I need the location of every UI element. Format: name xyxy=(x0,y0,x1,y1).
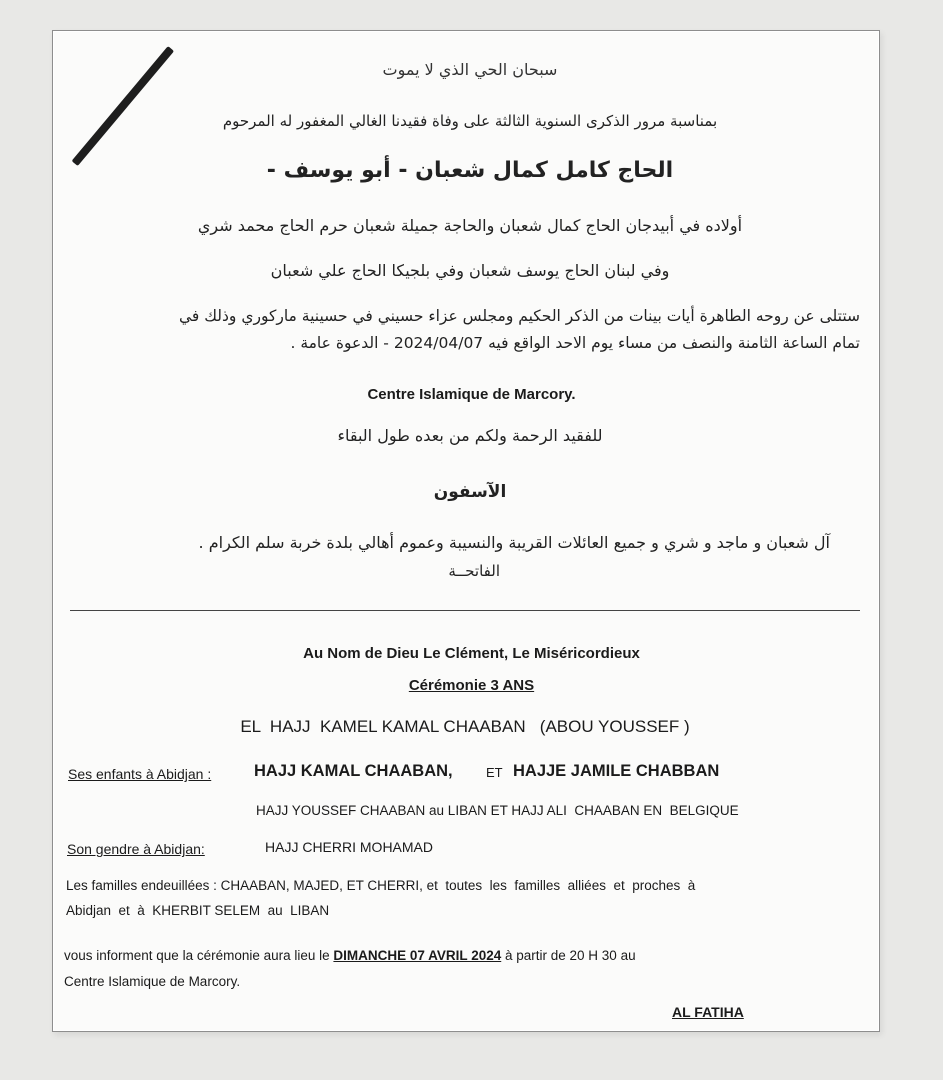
arabic-children-abroad: وفي لبنان الحاج يوسف شعبان وفي بلجيكا الحاج علي شعبان xyxy=(270,261,670,280)
arabic-children-abidjan: أولاده في أبيدجان الحاج كمال شعبان والحاجة جميلة شعبان حرم الحاج محمد شري xyxy=(197,216,743,235)
families-line2: Abidjan et à KHERBIT SELEM au LIBAN xyxy=(66,903,330,918)
arabic-mourners-title: الآسفون xyxy=(433,482,507,502)
french-ceremony-title: Cérémonie 3 ANS xyxy=(408,677,535,694)
venue-fr: Centre Islamique de Marcory. xyxy=(367,386,576,403)
arabic-fatiha: الفاتحــة xyxy=(448,562,500,580)
french-deceased-name: EL HAJJ KAMEL KAMAL CHAABAN (ABOU YOUSSEF ) xyxy=(240,717,690,736)
children-abroad: HAJJ YOUSSEF CHAABAN au LIBAN ET HAJJ ALI CHAABAN EN BELGIQUE xyxy=(256,803,739,818)
announce-date: DIMANCHE 07 AVRIL 2024 xyxy=(333,948,502,963)
arabic-condolence: للفقيد الرحمة ولكم من بعده طول البقاء xyxy=(337,426,603,445)
arabic-deceased-name: الحاج كامل كمال شعبان - أبو يوسف - xyxy=(266,158,674,183)
children-abidjan-2: HAJJE JAMILE CHABBAN xyxy=(513,762,720,780)
announcement-line xyxy=(64,948,636,963)
announce-prefix: vous informent que la cérémonie aura lieu le xyxy=(64,948,330,963)
son-in-law-label: Son gendre à Abidjan: xyxy=(67,841,205,857)
arabic-ceremony-line1: ستتلى عن روحه الطاهرة أيات بينات من الذكر الحكيم ومجلس عزاء حسيني في حسينية ماركوري وذلك في xyxy=(178,307,860,325)
families-line1: Les familles endeuillées : CHAABAN, MAJED, ET CHERRI, et toutes les familles alliées et proches à xyxy=(66,878,696,893)
announce-suffix: à partir de 20 H 30 au xyxy=(505,948,636,963)
french-invocation: Au Nom de Dieu Le Clément, Le Miséricordieux xyxy=(303,645,640,662)
arabic-occasion: بمناسبة مرور الذكرى السنوية الثالثة على وفاة فقيدنا الغالي المغفور له المرحوم xyxy=(222,112,718,130)
arabic-ceremony-line2: تمام الساعة الثامنة والنصف من مساء يوم الاحد الواقع فيه 2024/04/07 - الدعوة عامة . xyxy=(290,334,860,352)
children-label: Ses enfants à Abidjan : xyxy=(68,766,212,782)
closing-fatiha: AL FATIHA xyxy=(672,1004,744,1020)
section-divider xyxy=(70,610,860,611)
children-abidjan-1: HAJJ KAMAL CHAABAN, xyxy=(254,762,453,780)
children-et: ET xyxy=(486,765,503,780)
son-in-law: HAJJ CHERRI MOHAMAD xyxy=(265,839,434,855)
announce-venue: Centre Islamique de Marcory. xyxy=(64,974,241,989)
arabic-opening: سبحان الحي الذي لا يموت xyxy=(382,60,558,79)
arabic-mourners-line: آل شعبان و ماجد و شري و جميع العائلات القريبة والنسيبة وعموم أهالي بلدة خربة سلم الكرام . xyxy=(198,533,830,552)
